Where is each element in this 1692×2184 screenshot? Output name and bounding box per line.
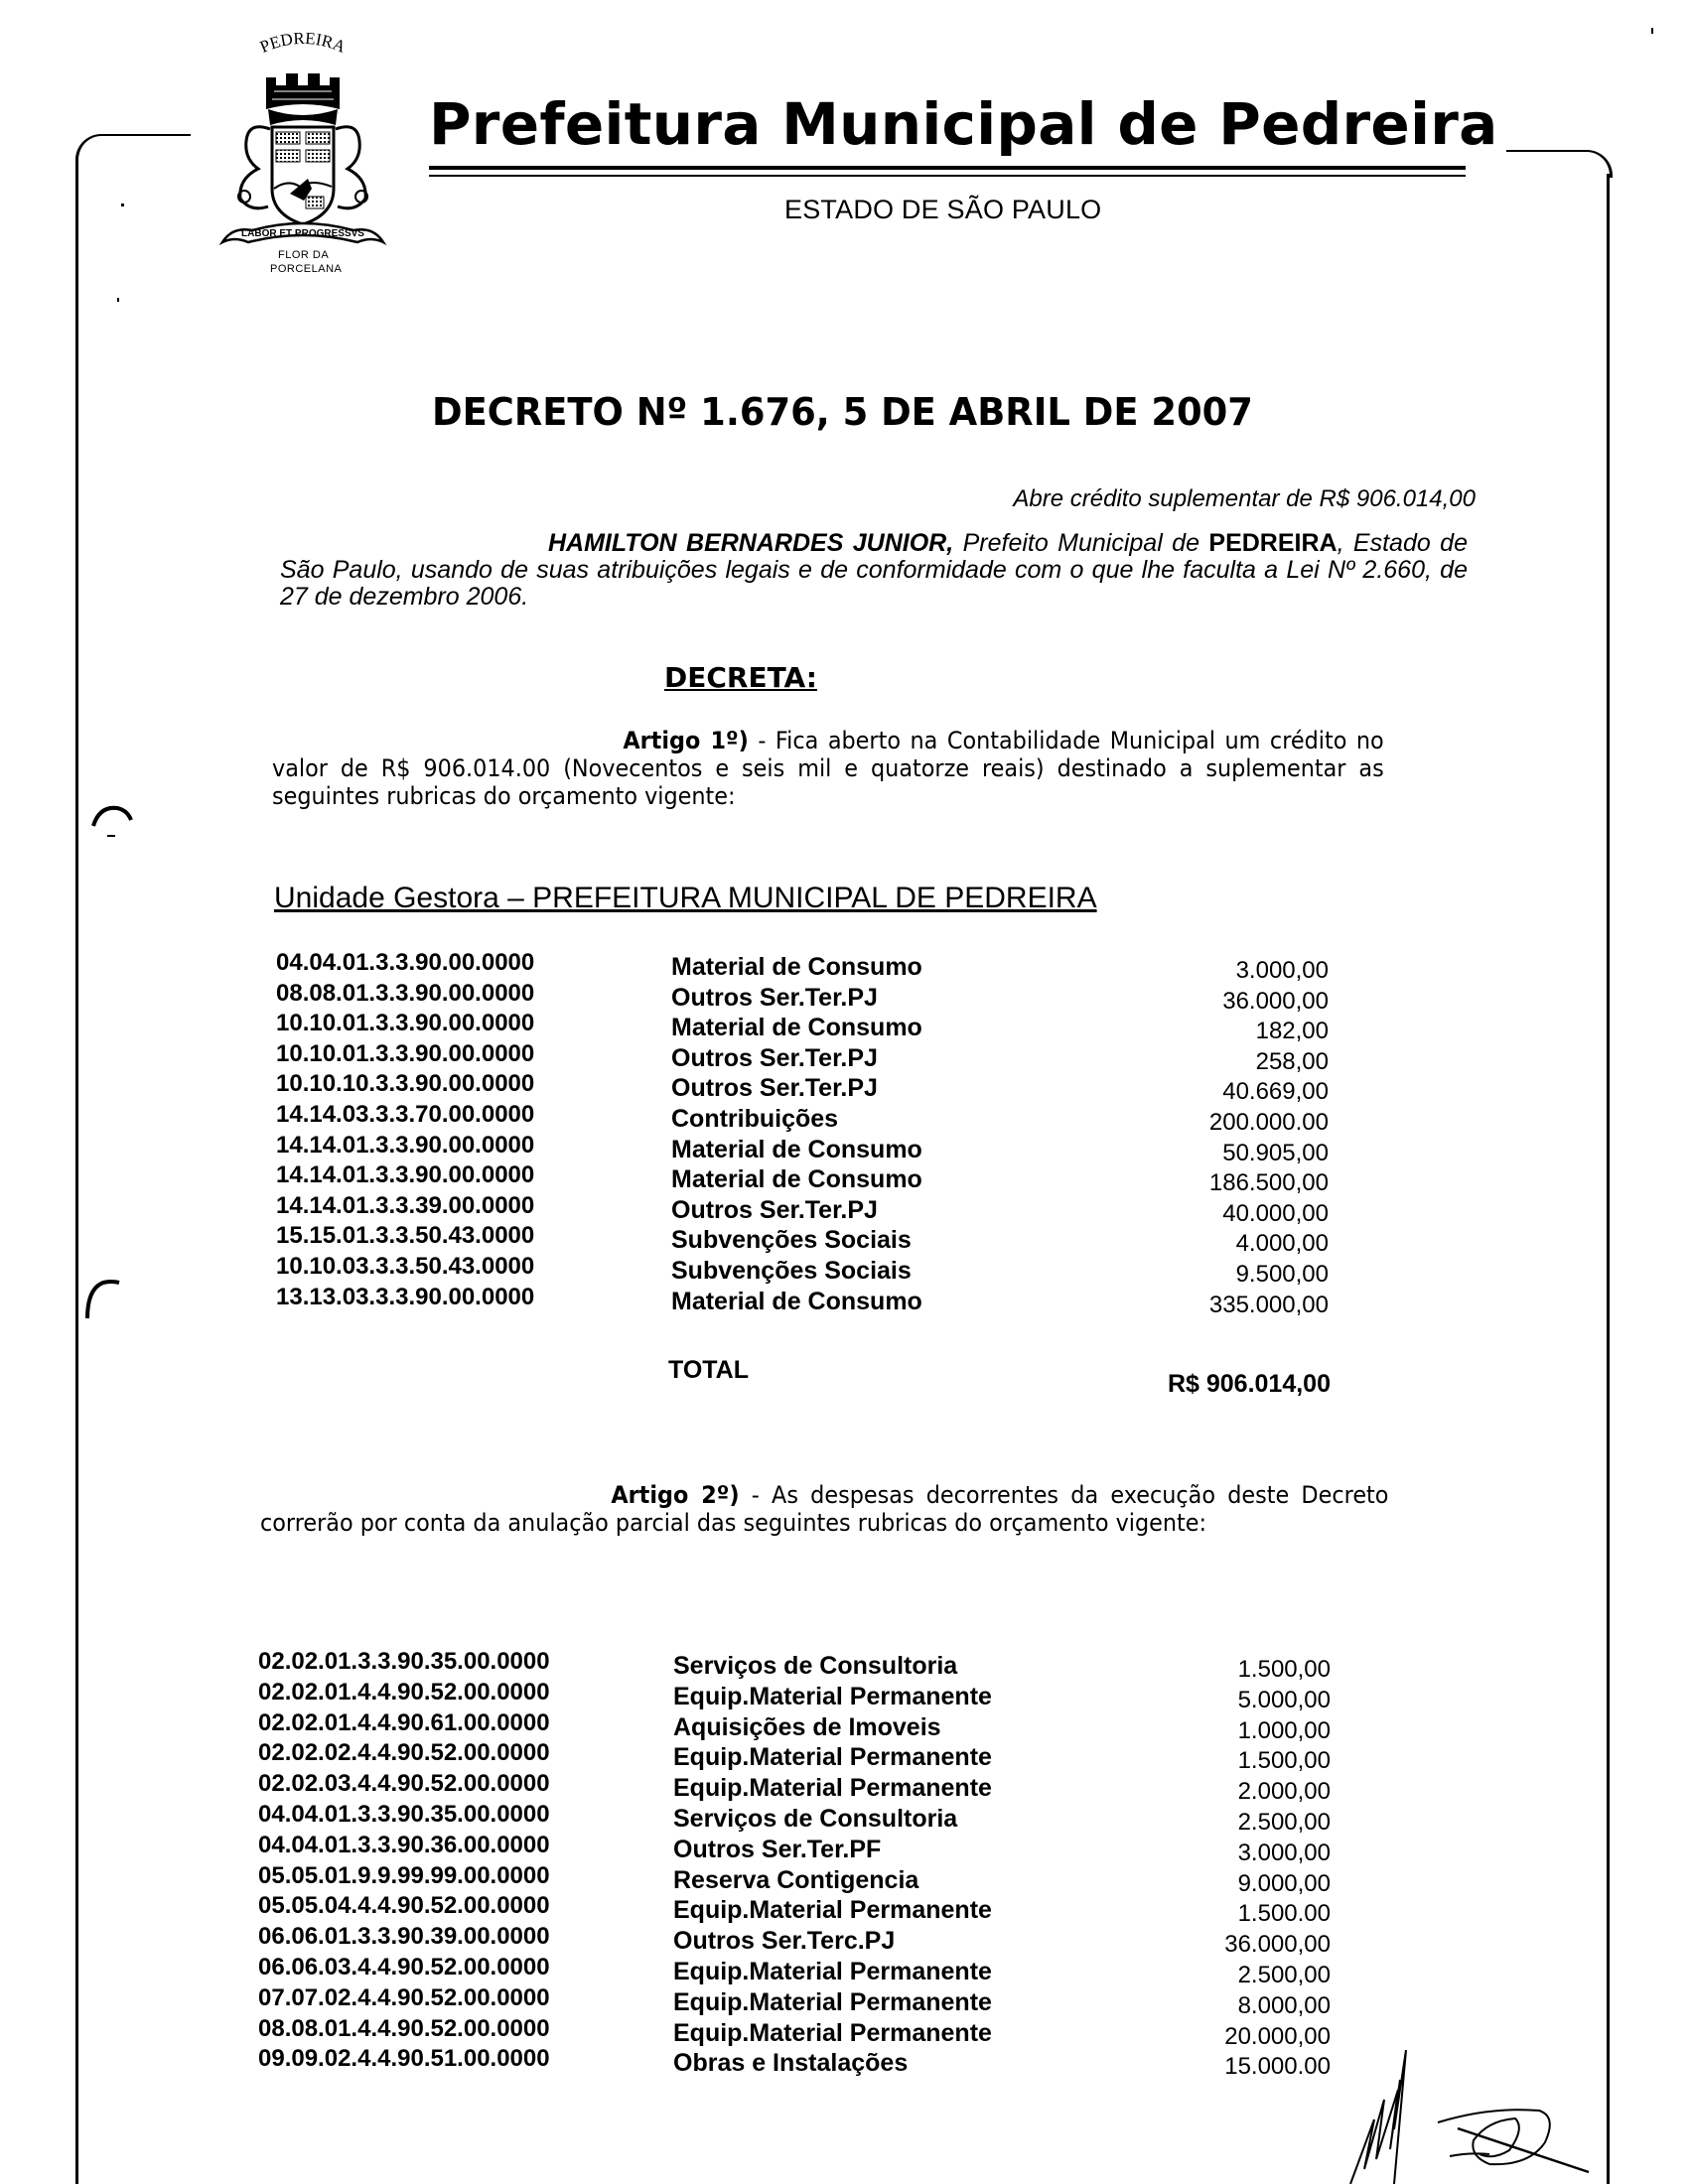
rubric-code: 02.02.03.4.4.90.52.00.0000 <box>258 1770 550 1798</box>
table-row <box>258 1831 1350 1866</box>
rubric-value: 2.000,00 <box>1237 1778 1331 1806</box>
rubric-value: 5.000,00 <box>1237 1686 1331 1713</box>
rubric-code: 13.13.03.3.3.90.00.0000 <box>276 1283 535 1310</box>
article-1-label: Artigo 1º) <box>623 727 749 754</box>
rubric-value: 1.500.00 <box>1237 1900 1331 1928</box>
rubric-value: 1.000,00 <box>1237 1716 1331 1744</box>
rubric-value: 335.000,00 <box>1208 1291 1329 1318</box>
mayor-name: HAMILTON BERNARDES JUNIOR, <box>548 529 954 557</box>
rubric-description: Equip.Material Permanente <box>673 1682 992 1710</box>
table-row <box>258 1861 1350 1897</box>
rubric-value: 3.000,00 <box>1237 1839 1331 1866</box>
scan-speck <box>1651 28 1653 34</box>
rubric-code: 14.14.01.3.3.90.00.0000 <box>276 1161 535 1189</box>
letterhead-rule-thick <box>429 166 1466 170</box>
rubric-value: 9.000,00 <box>1237 1869 1331 1897</box>
rubric-value: 3.000,00 <box>1235 957 1329 984</box>
letterhead-rule-thin <box>429 175 1466 177</box>
article-2 <box>260 1481 1388 1537</box>
rubric-value: 36.000,00 <box>1222 987 1329 1015</box>
table-row <box>276 1101 1368 1136</box>
rubric-description: Subvenções Sociais <box>671 1257 912 1285</box>
municipal-crest-logo <box>209 30 397 278</box>
crest-caption-line2: PORCELANA <box>270 263 343 275</box>
crest-motto: LABOR ET PROGRESSVS <box>241 228 364 239</box>
punch-hole-mark-icon <box>89 802 139 842</box>
rubric-code: 07.07.02.4.4.90.52.00.0000 <box>258 1983 550 2011</box>
rubric-description: Outros Ser.Ter.PJ <box>671 983 878 1012</box>
crest-top-text: PEDREIRA <box>257 30 349 57</box>
frame-left-edge <box>75 157 78 2184</box>
rubric-code: 08.08.01.4.4.90.52.00.0000 <box>258 2014 550 2042</box>
rubric-value: 2.500,00 <box>1237 1962 1331 1988</box>
table-row <box>258 1801 1350 1836</box>
table-row <box>276 1039 1368 1075</box>
table-row <box>276 1131 1368 1166</box>
rubric-code: 06.06.01.3.3.90.39.00.0000 <box>258 1923 550 1951</box>
rubric-description: Reserva Contigencia <box>673 1865 919 1894</box>
rubric-code: 05.05.01.9.9.99.99.00.0000 <box>258 1861 550 1889</box>
rubric-value: 40.669,00 <box>1222 1078 1329 1106</box>
rubric-value: 36.000,00 <box>1224 1931 1331 1959</box>
rubric-description: Subvenções Sociais <box>671 1226 912 1255</box>
rubric-code: 14.14.01.3.3.90.00.0000 <box>276 1131 535 1159</box>
table-row <box>258 1770 1350 1806</box>
rubric-code: 05.05.04.4.4.90.52.00.0000 <box>258 1892 550 1920</box>
total-label: TOTAL <box>668 1356 750 1384</box>
rubric-code: 04.04.01.3.3.90.35.00.0000 <box>258 1801 550 1828</box>
unit-heading: Unidade Gestora – PREFEITURA MUNICIPAL DE PEDREIRA <box>274 882 1097 914</box>
rubric-value: 1.500,00 <box>1237 1747 1331 1775</box>
rubric-description: Outros Ser.Ter.PJ <box>671 1195 878 1224</box>
table-row <box>276 1191 1368 1227</box>
rubric-value: 1.500,00 <box>1237 1656 1331 1683</box>
rubric-code: 15.15.01.3.3.50.43.0000 <box>276 1222 535 1250</box>
rubric-value: 2.500,00 <box>1237 1809 1331 1836</box>
rubric-description: Material de Consumo <box>671 953 922 981</box>
table-row <box>258 2014 1350 2050</box>
table-row <box>276 1253 1368 1288</box>
preamble-paragraph <box>280 530 1468 611</box>
article-2-label: Artigo 2º) <box>611 1481 740 1509</box>
rubric-code: 04.04.01.3.3.90.36.00.0000 <box>258 1831 550 1858</box>
table-row <box>276 1010 1368 1045</box>
letterhead-subtitle: ESTADO DE SÃO PAULO <box>784 195 1102 224</box>
crest-emblem-icon <box>209 30 397 250</box>
scan-speck <box>121 204 124 206</box>
frame-top-left-rule <box>99 134 191 136</box>
rubric-description: Serviços de Consultoria <box>673 1652 958 1680</box>
rubric-description: Outros Ser.Terc.PJ <box>673 1927 896 1956</box>
rubric-code: 02.02.01.4.4.90.52.00.0000 <box>258 1678 550 1706</box>
rubric-description: Outros Ser.Ter.PJ <box>671 1043 878 1072</box>
rubric-value: 20.000,00 <box>1224 2022 1331 2050</box>
table-row <box>276 1070 1368 1106</box>
rubric-description: Material de Consumo <box>671 1165 922 1194</box>
total-value: R$ 906.014,00 <box>1167 1370 1331 1398</box>
rubric-description: Equip.Material Permanente <box>673 1958 992 1985</box>
rubric-value: 8.000,00 <box>1237 1991 1331 2019</box>
rubric-description: Serviços de Consultoria <box>673 1805 958 1833</box>
decree-title: DECRETO Nº 1.676, 5 DE ABRIL DE 2007 <box>432 390 1253 434</box>
table-row <box>258 1708 1350 1744</box>
rubric-value: 15.000.00 <box>1224 2053 1331 2081</box>
rubric-code: 10.10.03.3.3.50.43.0000 <box>276 1253 535 1280</box>
rubric-value: 182,00 <box>1255 1018 1329 1045</box>
table-row <box>258 1923 1350 1959</box>
crest-caption-line1: FLOR DA <box>278 249 330 261</box>
frame-right-edge <box>1607 174 1610 2184</box>
rubric-description: Equip.Material Permanente <box>673 1987 992 2016</box>
punch-hole-mark-icon <box>81 1273 131 1322</box>
rubric-description: Material de Consumo <box>671 1014 922 1042</box>
rubric-code: 10.10.01.3.3.90.00.0000 <box>276 1010 535 1037</box>
rubric-value: 40.000,00 <box>1222 1199 1329 1227</box>
table-row <box>258 1954 1350 1988</box>
rubric-code: 02.02.01.4.4.90.61.00.0000 <box>258 1708 550 1736</box>
rubric-code: 06.06.03.4.4.90.52.00.0000 <box>258 1954 550 1980</box>
decree-ementa: Abre crédito suplementar de R$ 906.014,00 <box>1013 485 1476 512</box>
table-row <box>258 1892 1350 1928</box>
rubric-code: 10.10.01.3.3.90.00.0000 <box>276 1039 535 1067</box>
signature-mayor-icon <box>1340 2050 1420 2184</box>
rubric-description: Outros Ser.Ter.PF <box>673 1835 882 1863</box>
rubric-value: 186.500,00 <box>1208 1169 1329 1197</box>
table-row <box>276 979 1368 1015</box>
rubric-code: 10.10.10.3.3.90.00.0000 <box>276 1070 535 1098</box>
rubric-description: Equip.Material Permanente <box>673 1743 992 1772</box>
rubric-value: 9.500,00 <box>1235 1261 1329 1288</box>
rubric-code: 14.14.03.3.3.70.00.0000 <box>276 1101 535 1128</box>
table-row <box>258 2045 1350 2081</box>
frame-corner-top-left <box>75 134 104 162</box>
preamble-rest: , Estado de São Paulo, usando de suas atribuições legais e de conformidade com o que lhe faculta a Lei Nº 2.660, de 27 de dezembro 2006. <box>280 529 1468 611</box>
article-1 <box>272 727 1384 810</box>
mayor-role: Prefeito Municipal de <box>953 529 1209 557</box>
table-row <box>258 1678 1350 1713</box>
letterhead-title: Prefeitura Municipal de Pedreira <box>429 90 1498 158</box>
rubric-description: Aquisições de Imoveis <box>673 1712 941 1741</box>
rubric-value: 50.905,00 <box>1222 1139 1329 1166</box>
rubric-description: Equip.Material Permanente <box>673 2018 992 2047</box>
rubric-code: 04.04.01.3.3.90.00.0000 <box>276 949 535 976</box>
rubric-description: Equip.Material Permanente <box>673 1896 992 1925</box>
rubric-code: 08.08.01.3.3.90.00.0000 <box>276 979 535 1007</box>
frame-top-right-rule <box>1506 150 1586 152</box>
decreta-heading: DECRETA: <box>664 661 817 694</box>
table-row <box>276 1283 1368 1318</box>
rubric-description: Equip.Material Permanente <box>673 1774 992 1803</box>
rubric-value: 258,00 <box>1255 1047 1329 1075</box>
rubric-value: 4.000,00 <box>1235 1230 1329 1258</box>
rubric-description: Outros Ser.Ter.PJ <box>671 1074 878 1103</box>
table-row <box>276 949 1368 984</box>
rubric-code: 02.02.02.4.4.90.52.00.0000 <box>258 1739 550 1767</box>
table-row <box>258 1739 1350 1775</box>
table-row <box>276 1161 1368 1197</box>
rubric-code: 09.09.02.4.4.90.51.00.0000 <box>258 2045 550 2073</box>
article-1-text: - Fica aberto na Contabilidade Municipal um crédito no valor de R$ 906.014.00 (Novecentos e seis mil e quatorze reais) destinado a suplementar as seguintes rubricas do orçamento vigente: <box>272 727 1384 810</box>
rubric-value: 200.000.00 <box>1208 1109 1329 1136</box>
rubric-code: 02.02.01.3.3.90.35.00.0000 <box>258 1648 550 1675</box>
table-row <box>276 1222 1368 1258</box>
rubric-description: Material de Consumo <box>671 1135 922 1163</box>
signature-secretary-icon <box>1430 2105 1599 2184</box>
rubric-description: Contribuições <box>671 1105 839 1133</box>
rubric-code: 14.14.01.3.3.39.00.0000 <box>276 1191 535 1219</box>
table-row <box>258 1648 1350 1683</box>
rubric-description: Obras e Instalações <box>673 2049 909 2078</box>
city-name: PEDREIRA <box>1208 529 1338 557</box>
table-row <box>258 1983 1350 2019</box>
scan-speck <box>117 298 119 302</box>
rubric-description: Material de Consumo <box>671 1287 922 1315</box>
article-2-text: - As despesas decorrentes da execução deste Decreto correrão por conta da anulação parcial das seguintes rubricas do orçamento vigente: <box>260 1481 1389 1537</box>
